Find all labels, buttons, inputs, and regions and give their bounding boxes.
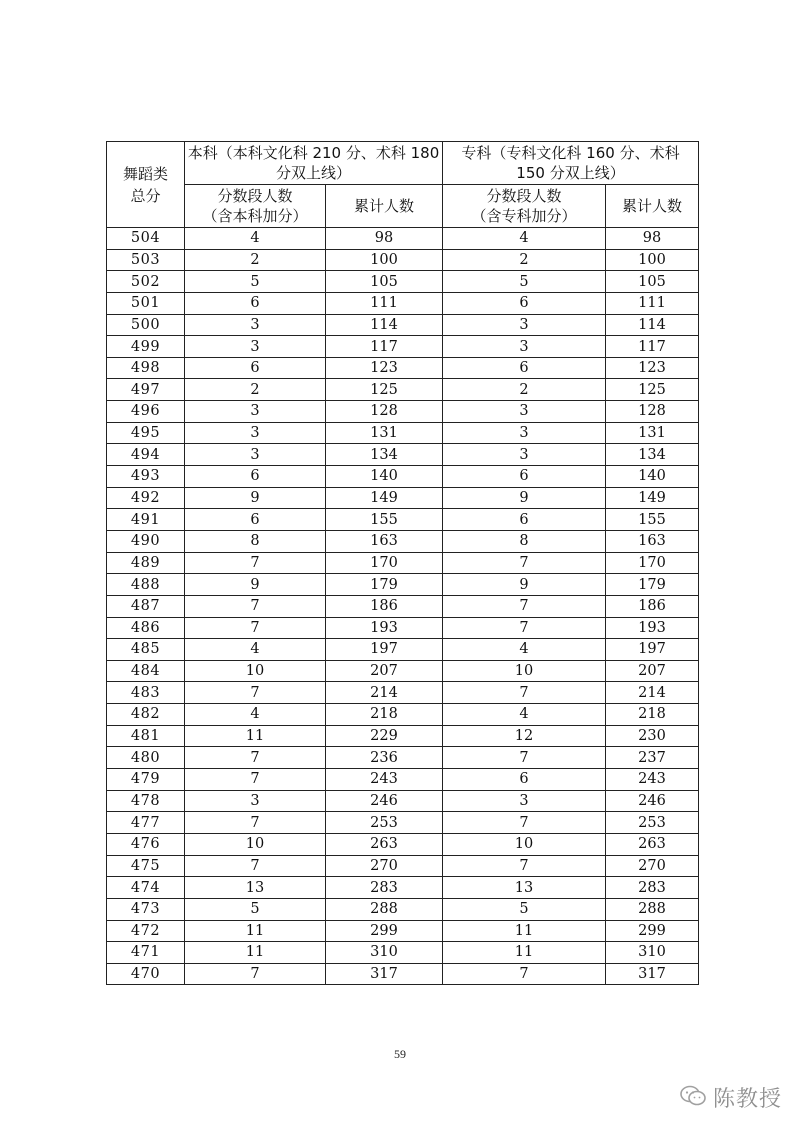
group-2-cumulative-cell: 155 — [606, 509, 699, 531]
score-table — [106, 141, 699, 985]
group-2-cumulative-cell: 193 — [606, 617, 699, 639]
table-row — [107, 704, 699, 726]
group-2-count-cell: 7 — [443, 747, 606, 769]
table-row — [107, 877, 699, 899]
group-1-cumulative-cell: 270 — [326, 855, 443, 877]
group-2-cumulative-cell: 237 — [606, 747, 699, 769]
group-2-cumulative-cell: 98 — [606, 228, 699, 250]
group-2-cumulative-cell: 134 — [606, 444, 699, 466]
group-2-cumulative-cell: 283 — [606, 877, 699, 899]
total-score-cell: 503 — [107, 249, 185, 271]
table-row — [107, 379, 699, 401]
group-2-count-cell: 6 — [443, 769, 606, 791]
group-1-count-cell: 6 — [185, 509, 326, 531]
group-1-count-cell: 13 — [185, 877, 326, 899]
group-2-count-cell: 6 — [443, 509, 606, 531]
group-1-count-cell: 5 — [185, 898, 326, 920]
group-1-cumulative-cell: 163 — [326, 530, 443, 552]
total-score-cell: 486 — [107, 617, 185, 639]
total-score-cell: 484 — [107, 660, 185, 682]
group-2-cumulative-cell: 125 — [606, 379, 699, 401]
group-1-cumulative-cell: 207 — [326, 660, 443, 682]
group-1-count-cell: 11 — [185, 920, 326, 942]
group-1-cumulative-cell: 111 — [326, 292, 443, 314]
group-2-count-cell: 7 — [443, 617, 606, 639]
group-1-count-cell: 6 — [185, 292, 326, 314]
group-1-cumulative-cell: 140 — [326, 466, 443, 488]
group-1-count-cell: 3 — [185, 422, 326, 444]
group-2-count-cell: 11 — [443, 920, 606, 942]
table-row — [107, 769, 699, 791]
group-1-cumulative-cell: 100 — [326, 249, 443, 271]
group-1-cumulative-cell: 134 — [326, 444, 443, 466]
group-1-count-cell: 4 — [185, 228, 326, 250]
table-row — [107, 574, 699, 596]
group-1-cumulative-cell: 117 — [326, 336, 443, 358]
total-score-cell: 479 — [107, 769, 185, 791]
group-2-cumulative-cell: 117 — [606, 336, 699, 358]
table-row — [107, 747, 699, 769]
group-2-cumulative-cell: 230 — [606, 725, 699, 747]
group-2-count-cell: 7 — [443, 855, 606, 877]
group-1-cumulative-cell: 299 — [326, 920, 443, 942]
group-1-count-cell: 5 — [185, 271, 326, 293]
group-1-cumulative-header — [326, 185, 443, 228]
total-score-cell: 477 — [107, 812, 185, 834]
group-2-cumulative-cell: 253 — [606, 812, 699, 834]
total-score-cell: 493 — [107, 466, 185, 488]
group-2-count-cell: 10 — [443, 660, 606, 682]
table-row — [107, 942, 699, 964]
group-1-count-cell: 7 — [185, 963, 326, 985]
group-2-cumulative-cell: 246 — [606, 790, 699, 812]
group-1-cumulative-cell: 197 — [326, 639, 443, 661]
group-2-count-header — [443, 185, 606, 228]
group-2-count-cell: 5 — [443, 271, 606, 293]
group-1-count-cell: 6 — [185, 357, 326, 379]
table-row — [107, 855, 699, 877]
total-score-cell: 492 — [107, 487, 185, 509]
group-2-count-cell: 7 — [443, 963, 606, 985]
table-row — [107, 228, 699, 250]
group-1-cumulative-cell: 149 — [326, 487, 443, 509]
group-1-cumulative-cell: 253 — [326, 812, 443, 834]
group-1-cumulative-cell: 283 — [326, 877, 443, 899]
group-1-cumulative-cell: 214 — [326, 682, 443, 704]
total-score-cell: 499 — [107, 336, 185, 358]
group-2-count-cell: 5 — [443, 898, 606, 920]
group-2-count-cell: 7 — [443, 682, 606, 704]
table-row — [107, 898, 699, 920]
group-2-count-cell: 9 — [443, 487, 606, 509]
group-1-count-cell: 7 — [185, 812, 326, 834]
table-row — [107, 920, 699, 942]
group-1-count-cell: 11 — [185, 725, 326, 747]
table-row — [107, 833, 699, 855]
table-row — [107, 682, 699, 704]
group-2-cumulative-cell: 163 — [606, 530, 699, 552]
total-score-cell: 483 — [107, 682, 185, 704]
group-1-count-cell: 10 — [185, 660, 326, 682]
group-1-count-cell: 2 — [185, 249, 326, 271]
total-score-cell: 497 — [107, 379, 185, 401]
table-row — [107, 790, 699, 812]
table-row — [107, 552, 699, 574]
group-1-count-cell: 3 — [185, 336, 326, 358]
corner-label: 舞蹈类 总分 — [122, 164, 168, 205]
group-2-cumulative-cell: 207 — [606, 660, 699, 682]
group-2-count-cell: 8 — [443, 530, 606, 552]
group-1-count-header — [185, 185, 326, 228]
group-2-count-cell: 6 — [443, 292, 606, 314]
table-row — [107, 249, 699, 271]
table-row — [107, 422, 699, 444]
total-score-cell: 485 — [107, 639, 185, 661]
table-row — [107, 466, 699, 488]
total-score-cell: 474 — [107, 877, 185, 899]
group-1-cumulative-cell: 310 — [326, 942, 443, 964]
group-2-cumulative-cell: 270 — [606, 855, 699, 877]
total-score-cell: 470 — [107, 963, 185, 985]
group-1-cumulative-cell: 125 — [326, 379, 443, 401]
total-score-cell: 501 — [107, 292, 185, 314]
table-row — [107, 660, 699, 682]
table-row — [107, 617, 699, 639]
total-score-cell: 487 — [107, 595, 185, 617]
group-2-cumulative-cell: 310 — [606, 942, 699, 964]
group-2-cumulative-cell: 186 — [606, 595, 699, 617]
total-score-cell: 475 — [107, 855, 185, 877]
group-2-cumulative-cell: 140 — [606, 466, 699, 488]
group-1-count-cell: 10 — [185, 833, 326, 855]
table-row — [107, 357, 699, 379]
group-1-count-cell: 8 — [185, 530, 326, 552]
group-1-cumulative-cell: 131 — [326, 422, 443, 444]
group-1-cumulative-cell: 170 — [326, 552, 443, 574]
group-1-count-cell: 3 — [185, 401, 326, 423]
group-1-cumulative-cell: 288 — [326, 898, 443, 920]
group-1-cumulative-cell: 98 — [326, 228, 443, 250]
group-1-title: 本科（本科文化科 210 分、术科 180 分双上线） — [187, 144, 440, 182]
group-1-cumulative-cell: 229 — [326, 725, 443, 747]
group-2-cumulative-cell: 123 — [606, 357, 699, 379]
group-1-count-cell: 3 — [185, 314, 326, 336]
group-2-cumulative-cell: 299 — [606, 920, 699, 942]
table-row — [107, 271, 699, 293]
group-2-count-cell: 3 — [443, 790, 606, 812]
table-row — [107, 401, 699, 423]
group-1-cumulative-cell: 218 — [326, 704, 443, 726]
group-1-cumulative-cell: 236 — [326, 747, 443, 769]
group-1-cumulative-cell: 246 — [326, 790, 443, 812]
group-2-count-cell: 4 — [443, 704, 606, 726]
total-score-cell: 482 — [107, 704, 185, 726]
group-1-count-cell: 7 — [185, 769, 326, 791]
total-score-cell: 496 — [107, 401, 185, 423]
group-1-cumulative-cell: 155 — [326, 509, 443, 531]
group-1-count-cell: 3 — [185, 444, 326, 466]
corner-header — [107, 142, 185, 228]
group-2-cumulative-cell: 317 — [606, 963, 699, 985]
group-2-header — [443, 142, 699, 185]
total-score-cell: 494 — [107, 444, 185, 466]
group-1-cumulative-cell: 179 — [326, 574, 443, 596]
group-2-count-cell: 7 — [443, 812, 606, 834]
wechat-icon — [679, 1084, 707, 1112]
group-1-count-cell: 11 — [185, 942, 326, 964]
group-1-cumulative-cell: 193 — [326, 617, 443, 639]
table-row — [107, 595, 699, 617]
group-2-count-cell: 3 — [443, 336, 606, 358]
group-2-count-cell: 4 — [443, 639, 606, 661]
group-2-count-cell: 9 — [443, 574, 606, 596]
group-2-cumulative-cell: 218 — [606, 704, 699, 726]
group-2-cumulative-cell: 214 — [606, 682, 699, 704]
group-2-count-cell: 7 — [443, 595, 606, 617]
group-2-count-cell: 2 — [443, 379, 606, 401]
group-2-count-cell: 3 — [443, 422, 606, 444]
group-2-cumulative-cell: 111 — [606, 292, 699, 314]
group-1-count-label: 分数段人数 （含本科加分） — [202, 187, 308, 225]
group-1-cumulative-cell: 114 — [326, 314, 443, 336]
table-row — [107, 487, 699, 509]
group-1-cumulative-cell: 263 — [326, 833, 443, 855]
group-1-count-cell: 7 — [185, 747, 326, 769]
total-score-cell: 504 — [107, 228, 185, 250]
total-score-cell: 491 — [107, 509, 185, 531]
group-1-cumulative-cell: 105 — [326, 271, 443, 293]
total-score-cell: 481 — [107, 725, 185, 747]
group-2-cumulative-cell: 131 — [606, 422, 699, 444]
group-2-cumulative-cell: 114 — [606, 314, 699, 336]
group-2-cumulative-cell: 170 — [606, 552, 699, 574]
group-1-count-cell: 4 — [185, 639, 326, 661]
group-2-count-cell: 7 — [443, 552, 606, 574]
group-2-cumulative-cell: 128 — [606, 401, 699, 423]
total-score-cell: 500 — [107, 314, 185, 336]
group-1-count-cell: 6 — [185, 466, 326, 488]
table-row — [107, 812, 699, 834]
group-1-header — [185, 142, 443, 185]
group-2-cumulative-cell: 179 — [606, 574, 699, 596]
group-2-cumulative-header — [606, 185, 699, 228]
group-2-cumulative-cell: 243 — [606, 769, 699, 791]
group-1-cumulative-cell: 128 — [326, 401, 443, 423]
watermark-text: 陈教授 — [712, 1087, 782, 1112]
group-2-cumulative-cell: 288 — [606, 898, 699, 920]
group-2-count-cell: 13 — [443, 877, 606, 899]
total-score-cell: 472 — [107, 920, 185, 942]
group-2-cumulative-cell: 105 — [606, 271, 699, 293]
group-1-cumulative-cell: 317 — [326, 963, 443, 985]
group-2-count-cell: 12 — [443, 725, 606, 747]
table-row — [107, 336, 699, 358]
group-1-cumulative-cell: 186 — [326, 595, 443, 617]
total-score-cell: 489 — [107, 552, 185, 574]
total-score-cell: 476 — [107, 833, 185, 855]
group-2-count-cell: 10 — [443, 833, 606, 855]
watermark — [679, 1082, 782, 1113]
total-score-cell: 480 — [107, 747, 185, 769]
total-score-cell: 478 — [107, 790, 185, 812]
total-score-cell: 471 — [107, 942, 185, 964]
group-2-count-label: 分数段人数 （含专科加分） — [471, 187, 577, 225]
group-2-count-cell: 3 — [443, 314, 606, 336]
group-1-count-cell: 7 — [185, 682, 326, 704]
table-body — [107, 228, 699, 985]
group-2-title: 专科（专科文化科 160 分、术科 150 分双上线） — [461, 144, 680, 182]
group-2-cumulative-label: 累计人数 — [621, 197, 682, 215]
group-2-count-cell: 2 — [443, 249, 606, 271]
group-2-count-cell: 4 — [443, 228, 606, 250]
group-1-count-cell: 9 — [185, 574, 326, 596]
group-2-cumulative-cell: 149 — [606, 487, 699, 509]
total-score-cell: 490 — [107, 530, 185, 552]
page-number: 59 — [394, 1047, 406, 1061]
group-1-cumulative-label: 累计人数 — [353, 197, 414, 215]
group-1-count-cell: 3 — [185, 790, 326, 812]
group-2-cumulative-cell: 100 — [606, 249, 699, 271]
total-score-cell: 488 — [107, 574, 185, 596]
group-1-cumulative-cell: 243 — [326, 769, 443, 791]
group-2-count-cell: 3 — [443, 444, 606, 466]
table-row — [107, 725, 699, 747]
total-score-cell: 498 — [107, 357, 185, 379]
group-1-count-cell: 9 — [185, 487, 326, 509]
table-row — [107, 509, 699, 531]
group-2-count-cell: 11 — [443, 942, 606, 964]
group-1-count-cell: 7 — [185, 595, 326, 617]
group-1-count-cell: 7 — [185, 855, 326, 877]
group-1-cumulative-cell: 123 — [326, 357, 443, 379]
group-1-count-cell: 4 — [185, 704, 326, 726]
table-row — [107, 963, 699, 985]
group-2-cumulative-cell: 263 — [606, 833, 699, 855]
total-score-cell: 473 — [107, 898, 185, 920]
group-1-count-cell: 7 — [185, 552, 326, 574]
total-score-cell: 502 — [107, 271, 185, 293]
group-2-count-cell: 3 — [443, 401, 606, 423]
group-2-count-cell: 6 — [443, 357, 606, 379]
group-1-count-cell: 2 — [185, 379, 326, 401]
table-row — [107, 314, 699, 336]
table-row — [107, 444, 699, 466]
table-row — [107, 639, 699, 661]
table-row — [107, 292, 699, 314]
group-2-cumulative-cell: 197 — [606, 639, 699, 661]
table-row — [107, 530, 699, 552]
group-1-count-cell: 7 — [185, 617, 326, 639]
group-2-count-cell: 6 — [443, 466, 606, 488]
total-score-cell: 495 — [107, 422, 185, 444]
